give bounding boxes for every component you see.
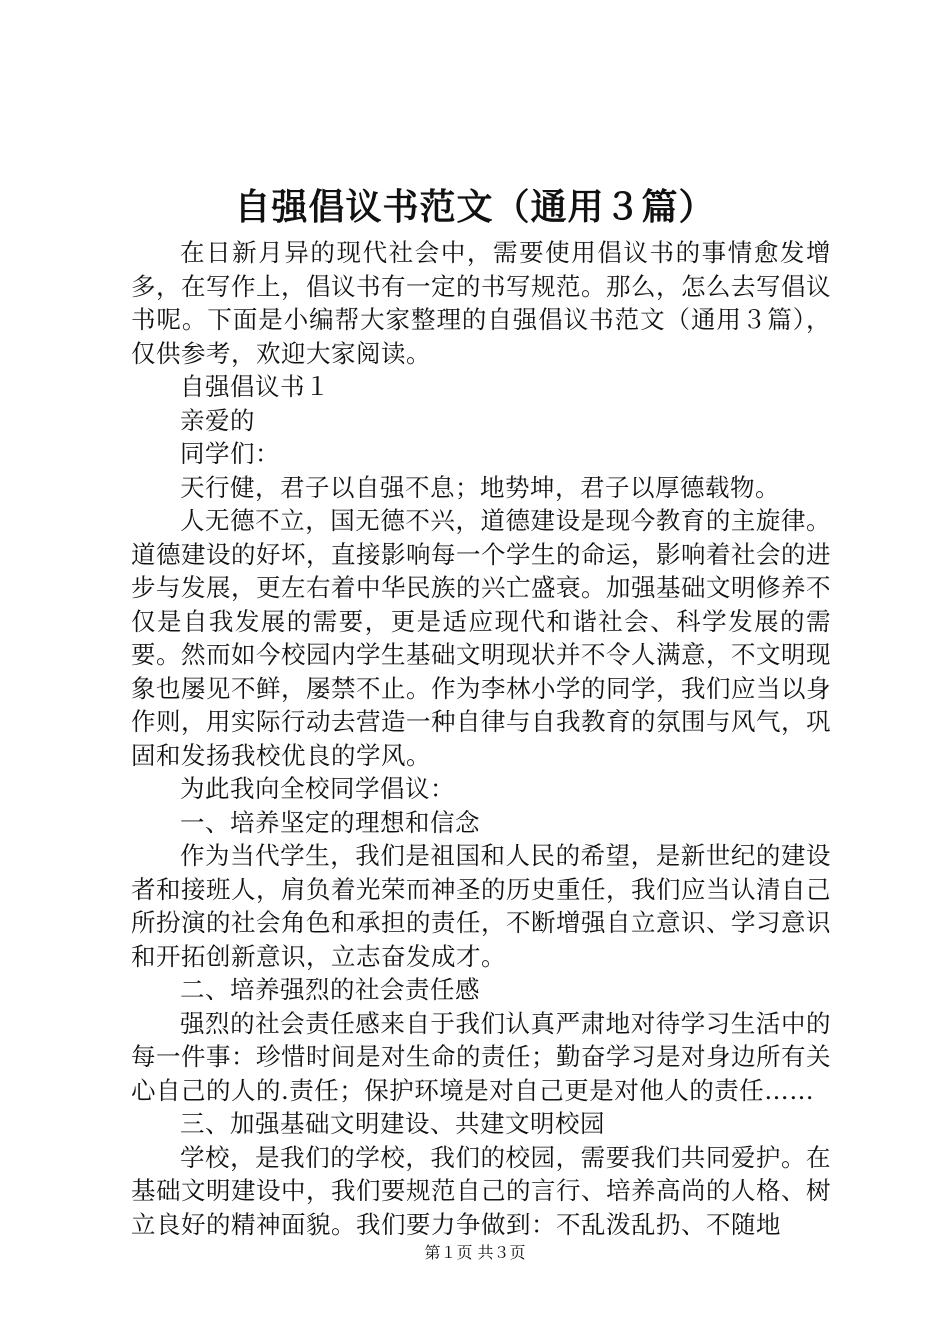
proposal-intro-line: 为此我向全校同学倡议：: [180, 774, 455, 803]
moral-building-paragraph: 人无德不立，国无德不兴，道德建设是现今教育的主旋律。道德建设的好坏，直接影响每一个学生的命运，影响着社会的进步与发展，更左右着中华民族的兴亡盛衰。加强基础文明修养不仅是自我发展的需要，更是适应现代和谐社会、科学发展的需要。然而如今校园内学生基础文明现状并不令人满意，不文明现象也屡见不鲜，屡禁不止。作为李林小学的同学，我们应当以身作则，用实际行动去营造一种自律与自我教育的氛围与风气，巩固和发扬我校优良的学风。: [131, 506, 831, 770]
motto-paragraph: 天行健，君子以自强不息；地势坤，君子以厚德载物。: [180, 472, 780, 502]
page-number-footer: 第１页 共３页: [424, 1243, 526, 1262]
salutation-line: 亲爱的: [180, 405, 255, 435]
salutation-addressee: 同学们：: [180, 439, 280, 468]
heading-ideals: 一、培养坚定的理想和信念: [180, 807, 480, 837]
heading-civilized-campus: 三、加强基础文明建设、共建文明校园: [180, 1109, 605, 1138]
document-body: [131, 236, 831, 1241]
intro-paragraph: 在日新月异的现代社会中，需要使用倡议书的事情愈发增多，在写作上，倡议书有一定的书写规范。那么，怎么去写倡议书呢。下面是小编帮大家整理的自强倡议书范文（通用３篇），仅供参考，欢迎大家阅读。: [131, 238, 831, 368]
section-heading-proposal-1: 自强倡议书１: [180, 372, 330, 401]
responsibility-paragraph: 强烈的社会责任感来自于我们认真严肃地对待学习生活中的每一件事：珍惜时间是对生命的责任；勤奋学习是对身边所有关心自己的人的.责任；保护环境是对自己更是对他人的责任……: [131, 1008, 831, 1105]
document-title: 自强倡议书范文（通用３篇）: [234, 186, 716, 228]
heading-responsibility: 二、培养强烈的社会责任感: [180, 975, 480, 1004]
ideals-paragraph: 作为当代学生，我们是祖国和人民的希望，是新世纪的建设者和接班人，肩负着光荣而神圣的历史重任，我们应当认清自己所扮演的社会角色和承担的责任，不断增强自立意识、学习意识和开拓创新意识，立志奋发成才。: [131, 841, 831, 971]
campus-paragraph: 学校，是我们的学校，我们的校园，需要我们共同爱护。在基础文明建设中，我们要规范自己的言行、培养高尚的人格、树立良好的精神面貌。我们要力争做到：不乱泼乱扔、不随地: [131, 1142, 831, 1239]
